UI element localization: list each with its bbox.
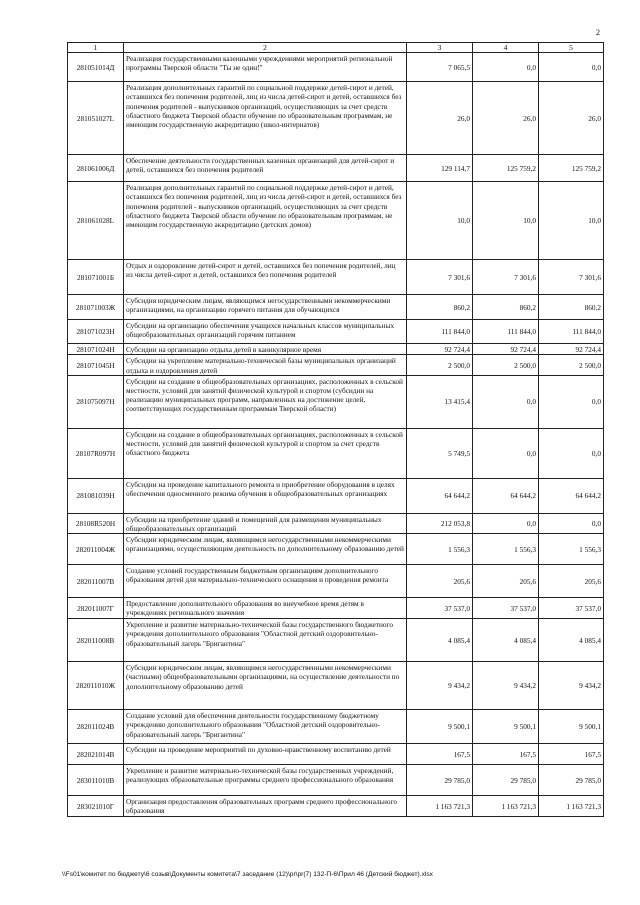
description-cell: Субсидии на организацию обеспечения учащихся начальных классов муниципальных общеобразовательных организаций горячим питанием [124,320,407,344]
table-header-row [68,43,604,53]
budget-code-cell: 281081039Н [68,478,124,513]
budget-code-cell: 283011010В [68,765,124,796]
table-row [68,534,604,565]
budget-code-cell: 281075097Н [68,375,124,428]
amount-col3-cell: 37 537,0 [407,598,473,619]
col-header: 3 [407,43,473,53]
amount-col5-cell: 167,5 [539,744,604,765]
table-row [68,344,604,355]
amount-col4-cell: 0,0 [473,375,539,428]
budget-code-cell: 281051014Д [68,53,124,82]
description-cell: Создание условий для обеспечения деятельности государственному бюджетному учреждению дополнительного образования "Областной детский оздоровительно-образовательный лагерь "Бригантина" [124,710,407,744]
col-header: 2 [124,43,407,53]
budget-code-cell: 281071024Н [68,344,124,355]
description-cell: Организация предоставления образовательных программ среднего профессионального образования [124,796,407,817]
description-cell: Субсидии на создание в общеобразовательных организациях, расположенных в сельской местности, условий для занятий физической культурой и спортом (субсидии на реализацию муниципальных программ, направленных на достижение целей, соответствующих государственным программам Тверской области) [124,375,407,428]
amount-col3-cell: 10,0 [407,182,473,260]
table-row [68,355,604,375]
table-row [68,295,604,320]
amount-col4-cell: 0,0 [473,428,539,478]
amount-col5-cell: 1 556,3 [539,534,604,565]
budget-code-cell: 28107R097Н [68,428,124,478]
budget-code-cell: 281071045Н [68,355,124,375]
description-cell: Обеспечение деятельности государственных казенных организаций для детей-сирот и детей, оставшихся без попечения родителей [124,155,407,182]
amount-col4-cell: 125 759,2 [473,155,539,182]
budget-code-cell: 281071023Н [68,320,124,344]
budget-code-cell: 281061028L [68,182,124,260]
description-cell: Укрепление и развитие материально-технической базы государственного бюджетного учреждения дополнительного образования "Областной детский оздоровительно-образовательный лагерь "Бригантина" [124,619,407,662]
budget-code-cell: 282021014В [68,744,124,765]
table-row [68,182,604,260]
description-cell: Субсидии на приобретение зданий и помещений для размещения муниципальных общеобразовательных организаций [124,513,407,533]
amount-col5-cell: 125 759,2 [539,155,604,182]
amount-col3-cell: 64 644,2 [407,478,473,513]
amount-col5-cell: 0,0 [539,375,604,428]
description-cell: Создание условий государственным бюджетным организациям дополнительного образования детей для материально-технического оснащения и проведения ремонта [124,565,407,598]
amount-col3-cell: 13 415,4 [407,375,473,428]
table-row [68,478,604,513]
table-row [68,320,604,344]
budget-code-cell: 282011008В [68,619,124,662]
table-row [68,796,604,817]
amount-col4-cell: 9 500,1 [473,710,539,744]
table-row [68,619,604,662]
amount-col5-cell: 205,6 [539,565,604,598]
amount-col5-cell: 0,0 [539,428,604,478]
budget-code-cell: 282011010Ж [68,662,124,710]
col-header: 5 [539,43,604,53]
amount-col5-cell: 64 644,2 [539,478,604,513]
budget-code-cell: 281061006Д [68,155,124,182]
description-cell: Субсидии на проведение мероприятий по духовно-нравственному воспитанию детей [124,744,407,765]
table-row [68,53,604,82]
table-row [68,260,604,295]
amount-col4-cell: 0,0 [473,513,539,533]
amount-col4-cell: 205,6 [473,565,539,598]
description-cell: Отдых и оздоровление детей-сирот и детей, оставшихся без попечения родителей, лиц из числа детей-сирот и детей, оставшихся без попечения родителей [124,260,407,295]
col-header: 4 [473,43,539,53]
amount-col5-cell: 37 537,0 [539,598,604,619]
amount-col5-cell: 0,0 [539,513,604,533]
description-cell: Реализация государственными казенными учреждениями мероприятий региональной программы Тверской области "Ты не один!" [124,53,407,82]
budget-code-cell: 282011004Ж [68,534,124,565]
budget-code-cell: 281051027L [68,82,124,155]
budget-code-cell: 282011007Г [68,598,124,619]
description-cell: Предоставление дополнительного образования во внеучебное время детям в учреждениях регионального значения [124,598,407,619]
col-header: 1 [68,43,124,53]
amount-col4-cell: 1 556,3 [473,534,539,565]
amount-col5-cell: 9 434,2 [539,662,604,710]
amount-col5-cell: 7 301,6 [539,260,604,295]
budget-code-cell: 281071001Б [68,260,124,295]
amount-col5-cell: 0,0 [539,53,604,82]
amount-col5-cell: 10,0 [539,182,604,260]
amount-col4-cell: 10,0 [473,182,539,260]
table-row [68,428,604,478]
budget-code-cell: 282011024В [68,710,124,744]
description-cell: Субсидии на укрепление материально-технической базы муниципальных организаций отдыха и оздоровления детей [124,355,407,375]
amount-col3-cell: 129 114,7 [407,155,473,182]
amount-col3-cell: 9 500,1 [407,710,473,744]
budget-table [67,42,604,817]
table-row [68,662,604,710]
amount-col4-cell: 167,5 [473,744,539,765]
amount-col4-cell: 4 085,4 [473,619,539,662]
amount-col4-cell: 111 844,0 [473,320,539,344]
amount-col3-cell: 205,6 [407,565,473,598]
description-cell: Реализация дополнительных гарантий по социальной поддержке детей-сирот и детей, оставшихся без попечения родителей, лиц из числа детей-сирот и детей, оставшихся без попечения родителей - выпускников организаций, осуществляющих за счет средств областного бюджета Тверской области обучение по образовательным программам, не имеющим государственную аккредитацию (школ-интернатов) [124,82,407,155]
description-cell: Реализация дополнительных гарантий по социальной поддержке детей-сирот и детей, оставшихся без попечения родителей, лиц из числа детей-сирот и детей, оставшихся без попечения родителей - выпускников организаций, осуществляющих за счет средств областного бюджета Тверской области обучение по образовательным программам, не имеющим государственную аккредитацию (детских домов) [124,182,407,260]
description-cell: Субсидии юридическим лицам, являющимся негосударственными некоммерческими организациями, осуществляющим деятельность по дополнительному образованию детей [124,534,407,565]
amount-col4-cell: 7 301,6 [473,260,539,295]
amount-col3-cell: 26,0 [407,82,473,155]
amount-col3-cell: 212 053,8 [407,513,473,533]
amount-col5-cell: 111 844,0 [539,320,604,344]
amount-col3-cell: 92 724,4 [407,344,473,355]
table-row [68,765,604,796]
page-number: 2 [596,28,600,37]
amount-col3-cell: 1 556,3 [407,534,473,565]
table-row [68,82,604,155]
amount-col4-cell: 0,0 [473,53,539,82]
amount-col4-cell: 26,0 [473,82,539,155]
table-row [68,513,604,533]
budget-code-cell: 28108R520Н [68,513,124,533]
amount-col5-cell: 26,0 [539,82,604,155]
description-cell: Субсидии на проведение капитального ремонта и приобретение оборудования в целях обеспечения односменного режима обучения в общеобразовательных организациях [124,478,407,513]
amount-col3-cell: 7 301,6 [407,260,473,295]
amount-col3-cell: 5 749,5 [407,428,473,478]
amount-col4-cell: 64 644,2 [473,478,539,513]
amount-col4-cell: 92 724,4 [473,344,539,355]
amount-col5-cell: 92 724,4 [539,344,604,355]
amount-col3-cell: 7 065,5 [407,53,473,82]
description-cell: Субсидия юридическим лицам, являющимся негосударственными некоммерческими организациями, на организацию горячего питания для обучающихся [124,295,407,320]
table-row [68,598,604,619]
amount-col5-cell: 860,2 [539,295,604,320]
budget-code-cell: 282011007В [68,565,124,598]
amount-col3-cell: 9 434,2 [407,662,473,710]
amount-col3-cell: 1 163 721,3 [407,796,473,817]
table-row [68,744,604,765]
description-cell: Субсидии на создание в общеобразовательных организациях, расположенных в сельской местности, условий для занятий физической культурой и спортом за счет средств областного бюджета [124,428,407,478]
budget-code-cell: 283021010Г [68,796,124,817]
amount-col4-cell: 37 537,0 [473,598,539,619]
amount-col4-cell: 860,2 [473,295,539,320]
amount-col4-cell: 29 785,0 [473,765,539,796]
amount-col3-cell: 111 844,0 [407,320,473,344]
amount-col5-cell: 9 500,1 [539,710,604,744]
amount-col3-cell: 29 785,0 [407,765,473,796]
amount-col3-cell: 4 085,4 [407,619,473,662]
amount-col5-cell: 4 085,4 [539,619,604,662]
table-row [68,565,604,598]
amount-col5-cell: 2 500,0 [539,355,604,375]
amount-col3-cell: 2 500,0 [407,355,473,375]
budget-code-cell: 281071003Ж [68,295,124,320]
amount-col4-cell: 9 434,2 [473,662,539,710]
table-row [68,375,604,428]
amount-col4-cell: 2 500,0 [473,355,539,375]
amount-col5-cell: 1 163 721,3 [539,796,604,817]
table-row [68,155,604,182]
description-cell: Укрепление и развитие материально-технической базы государственных учреждений, реализующих образовательные программы среднего профессионального образования [124,765,407,796]
description-cell: Субсидии на организацию отдыха детей в каникулярное время [124,344,407,355]
description-cell: Субсидии юридическим лицам, являющимся негосударственными некоммерческими (частными) общеобразовательными организациями, на осуществление деятельности по дополнительному образованию детей [124,662,407,710]
amount-col3-cell: 860,2 [407,295,473,320]
amount-col5-cell: 29 785,0 [539,765,604,796]
table-row [68,710,604,744]
file-path-footer: \\Fs01\комитет по бюджету\6 созыв\Документы комитета\7 заседание (12)\pr\pr(7) 132-П-6\Прил 46 (Детский бюджет).xlsx [62,871,433,878]
amount-col3-cell: 167,5 [407,744,473,765]
amount-col4-cell: 1 163 721,3 [473,796,539,817]
